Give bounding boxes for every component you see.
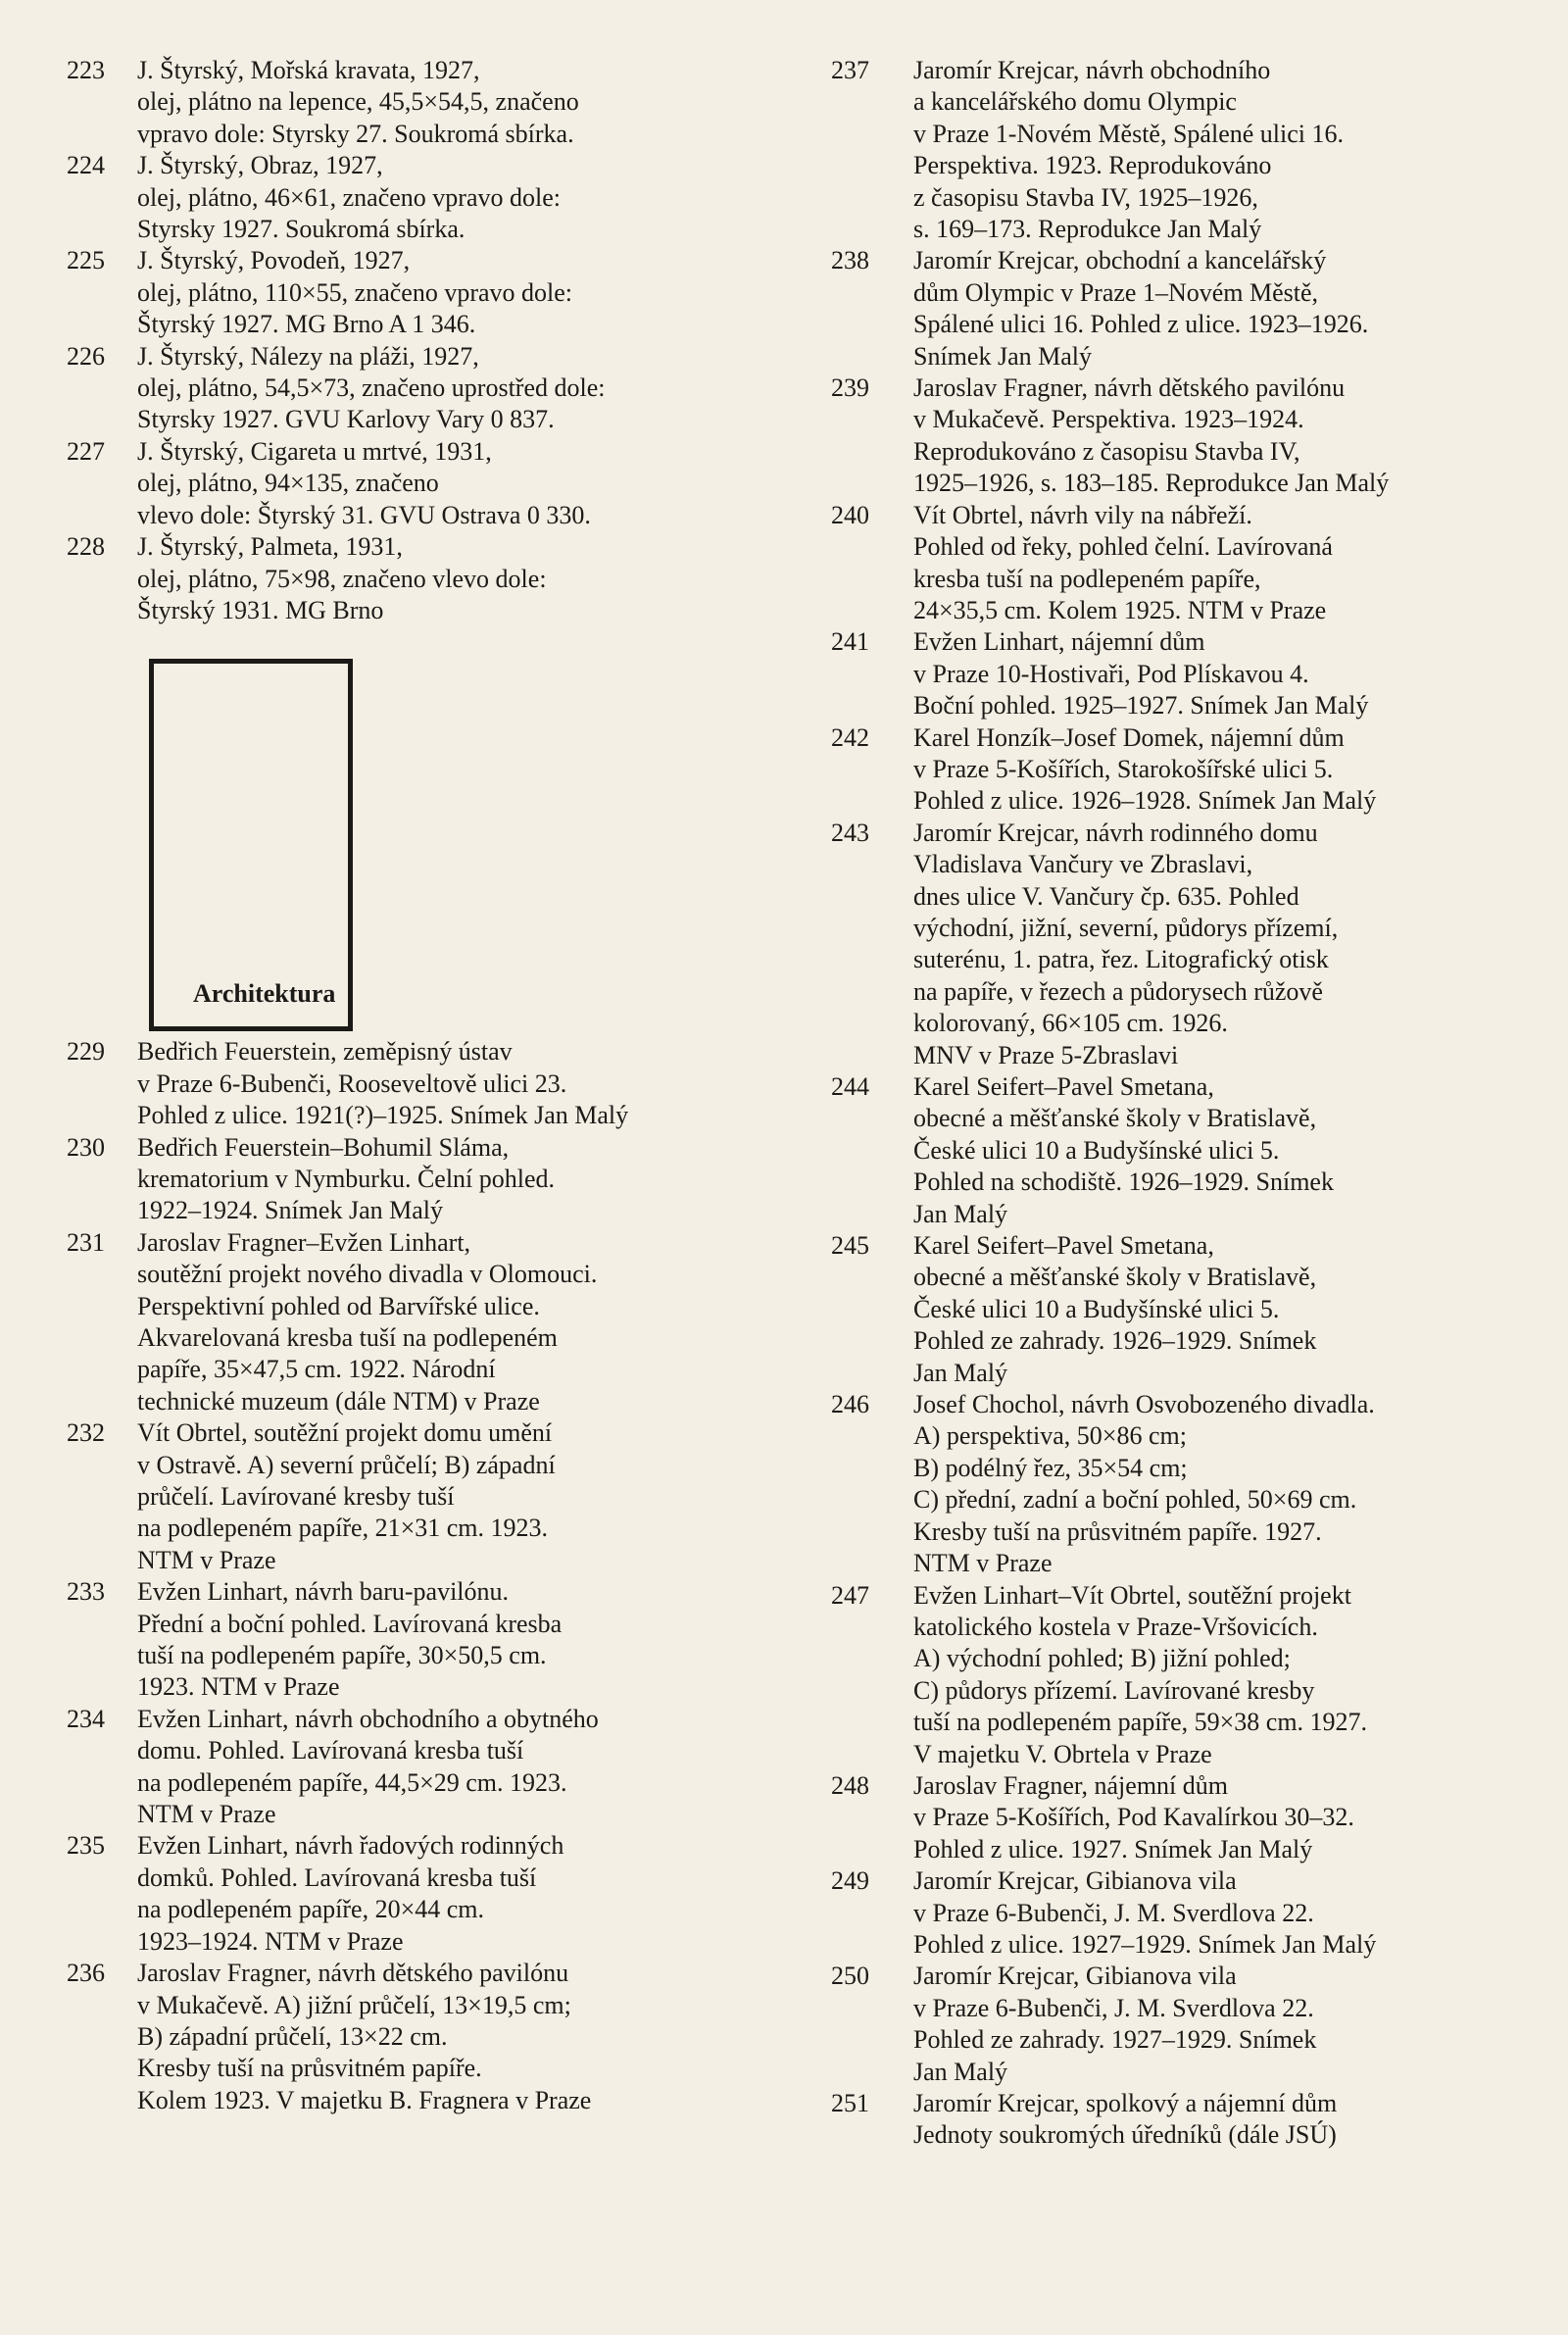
catalogue-entry [61,1704,747,1831]
entry-line: Evžen Linhart, návrh obchodního a obytného [137,1704,599,1733]
catalogue-entry [825,1580,1492,1770]
entry-text [913,818,1492,1071]
entry-line: Jaroslav Fragner–Evžen Linhart, [137,1227,471,1257]
entry-line: Jan Malý [913,2057,1008,2086]
entry-line: Štyrský 1927. MG Brno A 1 346. [137,310,476,339]
entry-text [137,1036,747,1131]
entry-line: Vladislava Vančury ve Zbraslavi, [913,850,1253,879]
entry-line: J. Štyrský, Cigareta u mrtvé, 1931, [137,436,492,466]
entry-number: 237 [831,56,869,84]
entry-line: Boční pohled. 1925–1927. Snímek Jan Malý [913,691,1369,720]
entry-number: 226 [67,341,105,371]
entry-text [137,1417,747,1576]
entry-text [137,1227,747,1417]
entry-line: olej, plátno, 94×135, značeno [137,469,439,498]
entry-line: v Praze 5-Košířích, Pod Kavalírkou 30–32. [913,1803,1354,1832]
entry-text [913,1580,1492,1770]
entry-number: 247 [831,1580,869,1610]
entry-text [913,1230,1492,1389]
entry-line: domků. Pohled. Lavírovaná kresba tuší [137,1863,537,1892]
entry-line: v Praze 6-Bubenči, Rooseveltově ulici 23. [137,1068,567,1098]
entry-line: Pohled od řeky, pohled čelní. Lavírovaná [913,532,1333,562]
entry-line: na podlepeném papíře, 21×31 cm. 1923. [137,1514,548,1543]
left-entries-architecture [61,1036,747,2116]
catalogue-entry [825,55,1492,245]
entry-text [913,55,1492,245]
catalogue-entry [825,373,1492,500]
catalogue-entry [825,1770,1492,1865]
entry-number: 231 [67,1227,105,1257]
entry-line: Spálené ulici 16. Pohled z ulice. 1923–1926. [913,310,1369,339]
catalogue-entry [61,1417,747,1576]
entry-number: 239 [831,373,869,403]
catalogue-entry [825,626,1492,721]
entry-line: vlevo dole: Štyrský 31. GVU Ostrava 0 330. [137,500,591,529]
entry-text [913,1865,1492,1961]
entry-line: B) podélný řez, 35×54 cm; [913,1453,1188,1482]
section-heading-box [149,659,353,1031]
entry-text [913,500,1492,627]
entry-line: na papíře, v řezech a půdorysech růžově [913,976,1323,1006]
catalogue-entry [825,500,1492,627]
entry-line: a kancelářského domu Olympic [913,87,1237,117]
catalogue-entry [61,1958,747,2116]
entry-line: A) perspektiva, 50×86 cm; [913,1421,1187,1451]
entry-text [913,1770,1492,1865]
entry-line: J. Štyrský, Palmeta, 1931, [137,532,403,562]
entry-number: 242 [831,722,869,752]
entry-line: 1923. NTM v Praze [137,1672,340,1702]
entry-number: 232 [67,1418,105,1448]
entry-line: vpravo dole: Styrsky 27. Soukromá sbírka. [137,119,574,148]
entry-line: Perspektiva. 1923. Reprodukováno [913,151,1272,180]
entry-line: technické muzeum (dále NTM) v Praze [137,1386,540,1416]
entry-number: 234 [67,1704,105,1733]
entry-line: Jaroslav Fragner, návrh dětského pavilónu [137,1959,569,1988]
catalogue-entry [61,1132,747,1227]
entry-line: Jan Malý [913,1358,1008,1387]
entry-line: Akvarelovaná kresba tuší na podlepeném [137,1322,558,1352]
catalogue-entry [825,245,1492,373]
entry-line: Bedřich Feuerstein, zeměpisný ústav [137,1037,513,1067]
entry-line: 1923–1924. NTM v Praze [137,1926,404,1956]
entry-number: 243 [831,818,869,847]
entry-text [913,1961,1492,2088]
entry-line: Pohled ze zahrady. 1926–1929. Snímek [913,1326,1317,1356]
entry-line: Evžen Linhart, nájemní dům [913,627,1205,657]
entry-line: Jaromír Krejcar, Gibianova vila [913,1962,1237,1991]
entry-line: domu. Pohled. Lavírovaná kresba tuší [137,1736,524,1765]
entry-line: Josef Chochol, návrh Osvobozeného divadla. [913,1390,1375,1419]
left-column [61,55,747,2116]
entry-text [137,55,747,150]
entry-line: krematorium v Nymburku. Čelní pohled. [137,1164,556,1193]
entry-number: 248 [831,1770,869,1800]
entry-line: J. Štyrský, Obraz, 1927, [137,151,383,180]
catalogue-entry [61,150,747,245]
entry-line: obecné a měšťanské školy v Bratislavě, [913,1104,1317,1133]
entry-line: papíře, 35×47,5 cm. 1922. Národní [137,1355,496,1384]
entry-line: tuší na podlepeném papíře, 59×38 cm. 1927. [913,1708,1368,1737]
entry-number: 224 [67,151,105,180]
entry-line: Perspektivní pohled od Barvířské ulice. [137,1291,540,1320]
entry-line: na podlepeném papíře, 20×44 cm. [137,1895,484,1924]
entry-line: Evžen Linhart–Vít Obrtel, soutěžní projekt [913,1580,1351,1610]
entry-line: Pohled z ulice. 1927–1929. Snímek Jan Malý [913,1929,1377,1959]
entry-line: Pohled ze zahrady. 1927–1929. Snímek [913,2025,1317,2055]
entry-line: 24×35,5 cm. Kolem 1925. NTM v Praze [913,595,1327,624]
entry-line: Jaromír Krejcar, návrh obchodního [913,56,1271,84]
entry-line: Bedřich Feuerstein–Bohumil Sláma, [137,1132,510,1162]
catalogue-entry [825,1865,1492,1961]
entry-line: Jaromír Krejcar, návrh rodinného domu [913,818,1318,847]
entry-line: NTM v Praze [137,1545,276,1574]
entry-line: Evžen Linhart, návrh řadových rodinných [137,1831,564,1861]
entry-number: 233 [67,1577,105,1607]
entry-line: suterénu, 1. patra, řez. Litografický otisk [913,945,1329,974]
entry-line: A) východní pohled; B) jižní pohled; [913,1644,1291,1673]
entry-text [137,1576,747,1704]
entry-line: v Praze 10-Hostivaři, Pod Plískavou 4. [913,659,1309,688]
entry-line: C) půdorys přízemí. Lavírované kresby [913,1675,1315,1705]
entry-line: NTM v Praze [913,1549,1053,1578]
entry-line: V majetku V. Obrtela v Praze [913,1739,1212,1768]
entry-number: 245 [831,1231,869,1261]
entry-line: kolorovaný, 66×105 cm. 1926. [913,1009,1228,1038]
entry-number: 241 [831,627,869,657]
entry-line: soutěžní projekt nového divadla v Olomouci. [137,1260,598,1289]
catalogue-entry [825,818,1492,1071]
entry-number: 244 [831,1072,869,1101]
catalogue-entry [61,1830,747,1958]
entry-text [137,436,747,531]
catalogue-entry [61,55,747,150]
entry-number: 250 [831,1962,869,1991]
entry-number: 229 [67,1037,105,1067]
entry-number: 238 [831,246,869,275]
entry-line: v Mukačevě. A) jižní průčelí, 13×19,5 cm; [137,1990,571,2019]
entry-line: Jaroslav Fragner, nájemní dům [913,1770,1228,1800]
entry-line: Reprodukováno z časopisu Stavba IV, [913,436,1300,466]
entry-line: Pohled na schodiště. 1926–1929. Snímek [913,1168,1334,1197]
catalogue-entry [61,531,747,626]
entry-line: Kolem 1923. V majetku B. Fragnera v Praze [137,2085,592,2114]
entry-line: Karel Seifert–Pavel Smetana, [913,1231,1214,1261]
entry-line: s. 169–173. Reprodukce Jan Malý [913,215,1262,244]
entry-line: v Ostravě. A) severní průčelí; B) západní [137,1450,556,1479]
entry-line: C) přední, zadní a boční pohled, 50×69 cm. [913,1485,1357,1515]
entry-text [913,1389,1492,1579]
entry-line: Jaromír Krejcar, Gibianova vila [913,1866,1237,1896]
entry-line: v Praze 5-Košířích, Starokošířské ulici 5. [913,754,1334,783]
entry-number: 235 [67,1831,105,1861]
entry-line: olej, plátno na lepence, 45,5×54,5, značeno [137,87,579,117]
right-entries [825,55,1492,2152]
entry-line: Jaromír Krejcar, spolkový a nájemní dům [913,2089,1338,2117]
entry-line: východní, jižní, severní, půdorys přízemí, [913,913,1339,942]
entry-line: J. Štyrský, Mořská kravata, 1927, [137,56,480,84]
left-entries-painting [61,55,747,626]
catalogue-entry [825,2088,1492,2152]
entry-line: 1925–1926, s. 183–185. Reprodukce Jan Malý [913,469,1390,498]
entry-number: 240 [831,500,869,529]
entry-line: České ulici 10 a Budyšínské ulici 5. [913,1294,1280,1323]
catalogue-entry [61,341,747,436]
entry-line: tuší na podlepeném papíře, 30×50,5 cm. [137,1641,547,1670]
entry-line: Jan Malý [913,1199,1008,1228]
catalogue-entry [61,1036,747,1131]
entry-text [137,1830,747,1958]
entry-line: Karel Honzík–Josef Domek, nájemní dům [913,722,1345,752]
entry-text [137,1704,747,1831]
entry-line: MNV v Praze 5-Zbraslavi [913,1040,1179,1069]
entry-text [913,1071,1492,1230]
catalogue-entry [61,1576,747,1704]
entry-line: z časopisu Stavba IV, 1925–1926, [913,182,1258,212]
catalogue-entry [825,722,1492,818]
entry-line: Vít Obrtel, soutěžní projekt domu umění [137,1418,553,1448]
entry-number: 228 [67,532,105,562]
entry-line: v Praze 6-Bubenči, J. M. Sverdlova 22. [913,1993,1314,2022]
entry-line: olej, plátno, 46×61, značeno vpravo dole: [137,182,561,212]
entry-line: obecné a měšťanské školy v Bratislavě, [913,1263,1317,1292]
catalogue-entry [61,1227,747,1417]
entry-line: Jednoty soukromých úředníků (dále JSÚ) [913,2120,1337,2150]
section-heading: Architektura [193,979,336,1008]
entry-line: dnes ulice V. Vančury čp. 635. Pohled [913,881,1299,911]
entry-line: J. Štyrský, Povodeň, 1927, [137,246,411,275]
entry-line: dům Olympic v Praze 1–Novém Městě, [913,277,1319,307]
entry-line: Pohled z ulice. 1921(?)–1925. Snímek Jan Malý [137,1101,629,1130]
entry-line: na podlepeném papíře, 44,5×29 cm. 1923. [137,1767,567,1797]
entry-line: Evžen Linhart, návrh baru-pavilónu. [137,1577,510,1607]
entry-text [137,1958,747,2116]
entry-line: Kresby tuší na průsvitném papíře. [137,2054,482,2083]
entry-line: kresba tuší na podlepeném papíře, [913,564,1261,593]
entry-line: v Praze 1-Novém Městě, Spálené ulici 16. [913,119,1344,148]
entry-number: 249 [831,1866,869,1896]
entry-line: České ulici 10 a Budyšínské ulici 5. [913,1135,1280,1165]
catalogue-entry [825,1071,1492,1230]
entry-line: Kresby tuší na průsvitném papíře. 1927. [913,1516,1322,1546]
entry-number: 225 [67,246,105,275]
entry-line: 1922–1924. Snímek Jan Malý [137,1196,443,1225]
entry-number: 227 [67,436,105,466]
catalogue-entry [825,1961,1492,2088]
entry-text [913,373,1492,500]
entry-line: Pohled z ulice. 1926–1928. Snímek Jan Malý [913,786,1377,816]
entry-line: v Mukačevě. Perspektiva. 1923–1924. [913,405,1304,434]
entry-line: olej, plátno, 75×98, značeno vlevo dole: [137,564,547,593]
catalogue-entry [61,245,747,340]
entry-text [913,722,1492,818]
entry-number: 236 [67,1959,105,1988]
entry-number: 251 [831,2089,869,2117]
entry-line: Štyrský 1931. MG Brno [137,595,384,624]
entry-line: Pohled z ulice. 1927. Snímek Jan Malý [913,1834,1313,1863]
entry-text [913,626,1492,721]
right-column [825,55,1492,2152]
entry-line: v Praze 6-Bubenči, J. M. Sverdlova 22. [913,1898,1314,1927]
entry-line: katolického kostela v Praze-Vršovicích. [913,1612,1318,1641]
entry-line: Styrsky 1927. GVU Karlovy Vary 0 837. [137,405,555,434]
entry-number: 246 [831,1390,869,1419]
entry-text [137,531,747,626]
entry-line: B) západní průčelí, 13×22 cm. [137,2021,448,2051]
entry-text [137,341,747,436]
entry-text [137,1132,747,1227]
catalogue-entry [825,1389,1492,1579]
entry-text [913,245,1492,373]
entry-text [913,2088,1492,2152]
entry-line: Jaromír Krejcar, obchodní a kancelářský [913,246,1327,275]
entry-line: Vít Obrtel, návrh vily na nábřeží. [913,500,1252,529]
entry-text [137,245,747,340]
entry-line: Snímek Jan Malý [913,341,1092,371]
entry-number: 223 [67,56,105,84]
entry-line: Styrsky 1927. Soukromá sbírka. [137,215,466,244]
entry-line: Karel Seifert–Pavel Smetana, [913,1072,1214,1101]
entry-line: Přední a boční pohled. Lavírovaná kresba [137,1609,563,1638]
entry-line: Jaroslav Fragner, návrh dětského pavilónu [913,373,1346,403]
entry-text [137,150,747,245]
catalogue-entry [61,436,747,531]
entry-line: NTM v Praze [137,1800,276,1829]
entry-line: olej, plátno, 54,5×73, značeno uprostřed dole: [137,373,606,403]
entry-line: J. Štyrský, Nálezy na pláži, 1927, [137,341,479,371]
entry-line: olej, plátno, 110×55, značeno vpravo dole: [137,277,573,307]
entry-line: průčelí. Lavírované kresby tuší [137,1482,455,1511]
catalogue-entry [825,1230,1492,1389]
entry-number: 230 [67,1132,105,1162]
